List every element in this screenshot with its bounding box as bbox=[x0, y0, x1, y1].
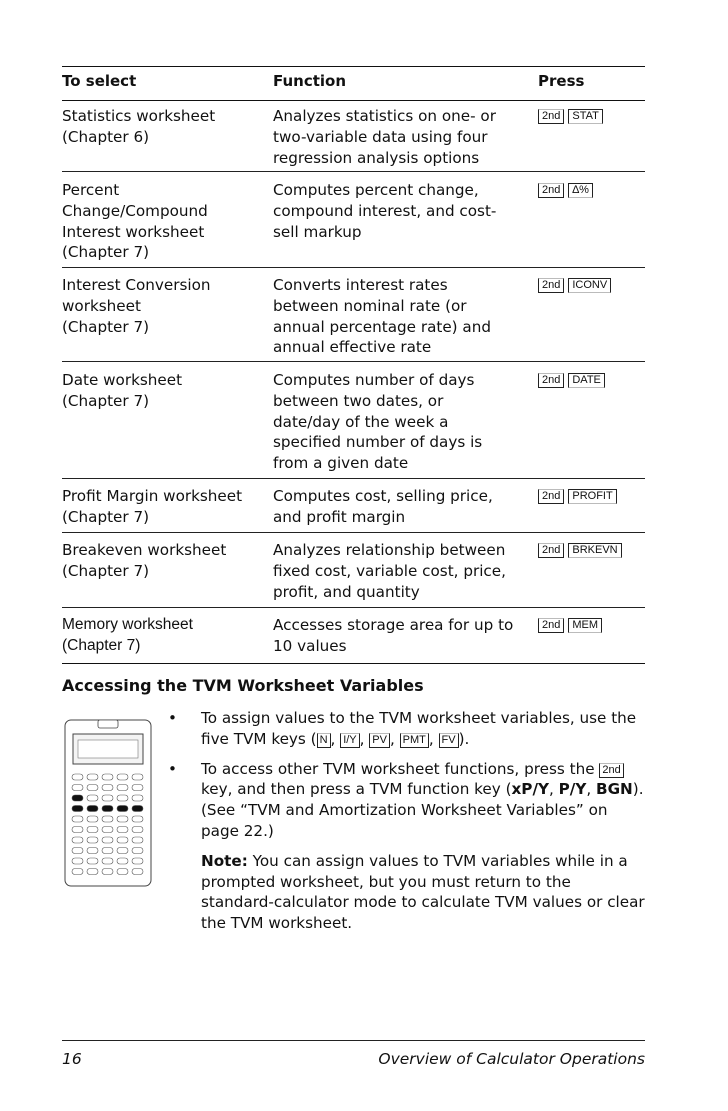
cell-press bbox=[538, 109, 648, 124]
calculator-key bbox=[117, 869, 128, 875]
key-2nd: 2nd bbox=[538, 109, 564, 124]
bullet-symbol: • bbox=[168, 759, 177, 778]
tvm-bullets bbox=[168, 708, 648, 934]
key-secondary: STAT bbox=[568, 109, 602, 124]
calculator-key bbox=[72, 806, 83, 812]
cell-select: Profit Margin worksheet (Chapter 7) bbox=[62, 487, 243, 526]
row-rule bbox=[62, 267, 645, 268]
cell-press bbox=[538, 618, 648, 633]
calculator-key bbox=[117, 848, 128, 854]
calculator-key bbox=[132, 774, 143, 780]
key-2nd: 2nd bbox=[538, 183, 564, 198]
calculator-key bbox=[102, 848, 113, 854]
calculator-key bbox=[102, 869, 113, 875]
calculator-key bbox=[72, 858, 83, 864]
calculator-key bbox=[102, 837, 113, 843]
key-secondary: BRKEVN bbox=[568, 543, 621, 558]
bullet1-text: To assign values to the TVM worksheet variables, use the five TVM keys ( bbox=[201, 709, 637, 748]
key-2nd: 2nd bbox=[538, 543, 564, 558]
calculator-key bbox=[132, 827, 143, 833]
cell-press bbox=[538, 373, 648, 388]
calculator-key bbox=[117, 827, 128, 833]
key-2nd: 2nd bbox=[599, 763, 623, 778]
row-rule bbox=[62, 478, 645, 479]
cell-function: Computes number of days between two dates, or date/day of the week a specified number of days is from a given date bbox=[273, 371, 483, 473]
calculator-key bbox=[87, 869, 98, 875]
calculator-key bbox=[132, 848, 143, 854]
cell-select: Interest Conversion worksheet (Chapter 7) bbox=[62, 276, 211, 336]
note-label: Note: bbox=[201, 851, 248, 870]
footer-rule bbox=[62, 1040, 645, 1041]
calculator-key bbox=[132, 795, 143, 801]
cell-press bbox=[538, 183, 648, 198]
key-n: N bbox=[317, 733, 331, 748]
calculator-key bbox=[72, 785, 83, 791]
cell-select: Percent Change/Compound Interest worksheet (Chapter 7) bbox=[62, 181, 208, 262]
bullet2-end: ). (See “TVM and Amortization Worksheet Variables” on page 22.) bbox=[201, 780, 644, 840]
row-rule bbox=[62, 171, 645, 172]
calculator-key bbox=[117, 816, 128, 822]
calculator-key bbox=[132, 858, 143, 864]
calculator-key bbox=[72, 837, 83, 843]
cell-press bbox=[538, 278, 648, 293]
page-number: 16 bbox=[62, 1050, 82, 1068]
section-title: Accessing the TVM Worksheet Variables bbox=[62, 676, 424, 695]
calculator-key bbox=[87, 785, 98, 791]
key-secondary: PROFIT bbox=[568, 489, 616, 504]
key-secondary: ICONV bbox=[568, 278, 611, 293]
calculator-key bbox=[102, 827, 113, 833]
key-secondary: MEM bbox=[568, 618, 602, 633]
calculator-key bbox=[87, 816, 98, 822]
calculator-icon bbox=[62, 718, 154, 888]
key-pv: PV bbox=[369, 733, 390, 748]
key-pmt: PMT bbox=[400, 733, 429, 748]
row-rule bbox=[62, 607, 645, 608]
calculator-key bbox=[102, 806, 113, 812]
note-paragraph bbox=[168, 851, 648, 934]
cell-select: Statistics worksheet (Chapter 6) bbox=[62, 107, 216, 146]
note-text: You can assign values to TVM variables while in a prompted worksheet, but you must return to the standard-calculator mode to calculate TVM values or clear the TVM worksheet. bbox=[201, 851, 645, 933]
cell-function: Analyzes statistics on one- or two-variable data using four regression analysis options bbox=[273, 107, 496, 167]
bullet1-end: ). bbox=[458, 729, 470, 748]
calculator-key bbox=[132, 785, 143, 791]
calculator-key bbox=[102, 785, 113, 791]
row-rule bbox=[62, 361, 645, 362]
bullet-assign: • To assign values to the TVM worksheet variables, use the five TVM keys ( N , I/Y , PV , PMT , FV ). bbox=[168, 709, 637, 748]
cell-function: Analyzes relationship between fixed cost, variable cost, price, profit, and quantity bbox=[273, 541, 506, 601]
calculator-key bbox=[87, 795, 98, 801]
chapter-title: Overview of Calculator Operations bbox=[378, 1050, 645, 1068]
key-secondary: DATE bbox=[568, 373, 605, 388]
calculator-key bbox=[87, 858, 98, 864]
key-2nd: 2nd bbox=[538, 489, 564, 504]
calculator-key bbox=[117, 806, 128, 812]
calculator-key bbox=[102, 774, 113, 780]
calculator-key bbox=[132, 816, 143, 822]
cell-select: Date worksheet (Chapter 7) bbox=[62, 371, 183, 410]
row-rule bbox=[62, 663, 645, 664]
bullet-symbol: • bbox=[168, 709, 177, 727]
calculator-key bbox=[102, 816, 113, 822]
key-2nd: 2nd bbox=[538, 373, 564, 388]
calculator-key bbox=[87, 806, 98, 812]
calculator-key bbox=[87, 837, 98, 843]
key-xpy: xP/Y bbox=[511, 780, 549, 799]
key-2nd: 2nd bbox=[538, 618, 564, 633]
cell-select: Breakeven worksheet (Chapter 7) bbox=[62, 541, 227, 580]
bullet2-pre: To access other TVM worksheet functions, press the bbox=[201, 759, 600, 778]
cell-function: Computes cost, selling price, and profit margin bbox=[273, 487, 493, 526]
calculator-key bbox=[72, 774, 83, 780]
row-rule bbox=[62, 532, 645, 533]
calculator-key bbox=[87, 827, 98, 833]
calculator-key bbox=[132, 869, 143, 875]
calculator-key bbox=[102, 858, 113, 864]
calculator-key bbox=[132, 837, 143, 843]
cell-press bbox=[538, 543, 648, 558]
calculator-key bbox=[87, 848, 98, 854]
calculator-key bbox=[117, 795, 128, 801]
calculator-key bbox=[72, 869, 83, 875]
cell-press bbox=[538, 489, 648, 504]
calculator-key bbox=[72, 848, 83, 854]
calculator-key bbox=[117, 837, 128, 843]
cell-function: Accesses storage area for up to 10 values bbox=[273, 616, 514, 655]
calculator-key bbox=[72, 795, 83, 801]
calculator-key bbox=[102, 795, 113, 801]
header-rule bbox=[62, 100, 645, 101]
bullet-access: • To access other TVM worksheet functions, press the 2nd key, and then press a TVM function key (xP/Y, P/Y, BGN). (See “TVM and Amortization Worksheet Variables” on page 22.) bbox=[168, 759, 644, 840]
key-iy: I/Y bbox=[340, 733, 359, 748]
cell-select: Memory worksheet (Chapter 7) bbox=[62, 616, 193, 654]
key-secondary: ∆% bbox=[568, 183, 593, 198]
header-press: Press bbox=[538, 72, 585, 90]
calculator-key bbox=[87, 774, 98, 780]
bullet2-mid: key, and then press a TVM function key ( bbox=[201, 780, 512, 799]
key-py: P/Y bbox=[558, 780, 587, 799]
header-to-select: To select bbox=[62, 72, 137, 90]
calculator-key bbox=[117, 774, 128, 780]
key-fv: FV bbox=[439, 733, 459, 748]
calculator-key bbox=[117, 785, 128, 791]
calculator-key bbox=[132, 806, 143, 812]
calculator-key bbox=[72, 827, 83, 833]
key-2nd: 2nd bbox=[538, 278, 564, 293]
header-function: Function bbox=[273, 72, 347, 90]
key-bgn: BGN bbox=[596, 780, 633, 799]
calculator-key bbox=[72, 816, 83, 822]
calculator-key bbox=[117, 858, 128, 864]
cell-function: Computes percent change, compound interest, and cost- sell markup bbox=[273, 181, 497, 241]
cell-function: Converts interest rates between nominal rate (or annual percentage rate) and annual effective rate bbox=[273, 276, 492, 357]
